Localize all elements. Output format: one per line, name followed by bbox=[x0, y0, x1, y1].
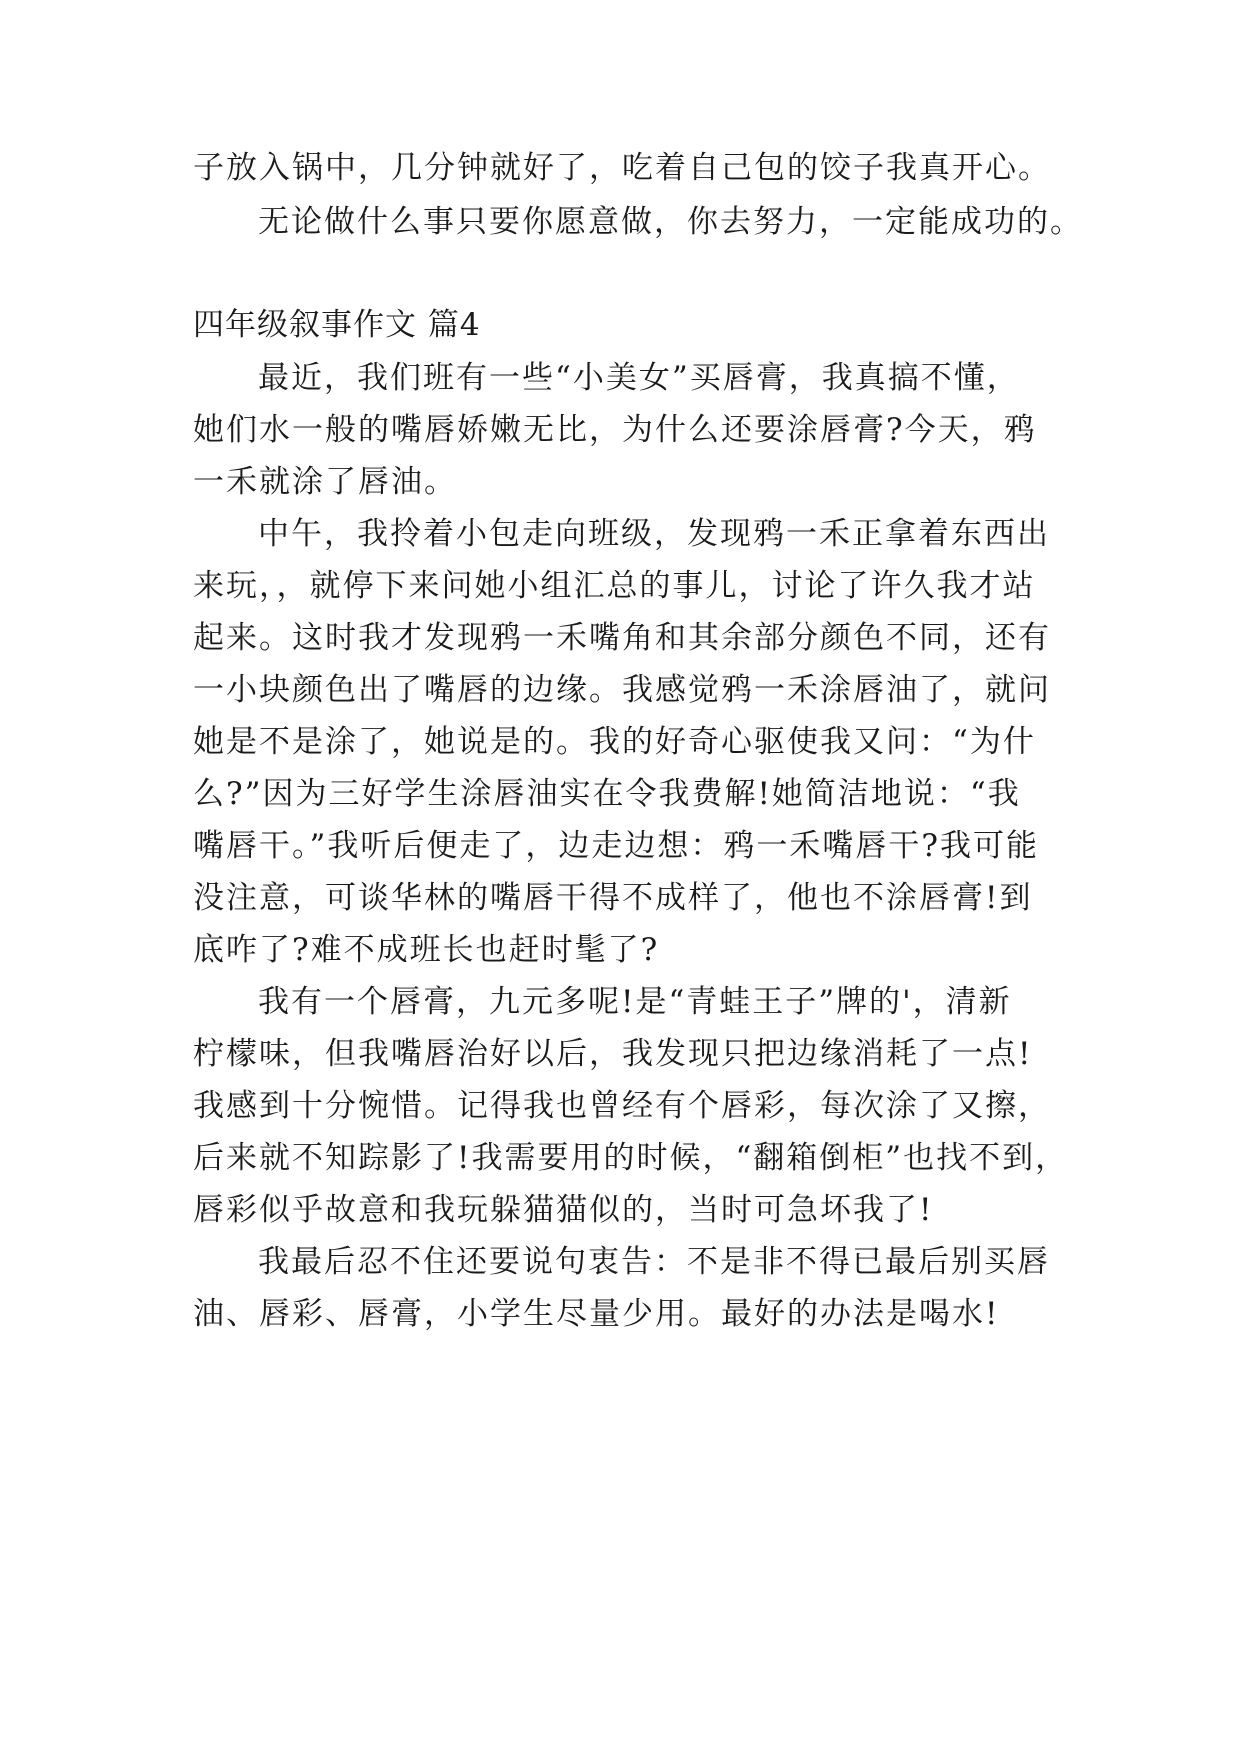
paragraph-line: 底咋了?难不成班长也赶时髦了? bbox=[193, 932, 660, 968]
paragraph-line: 嘴唇干。”我听后便走了，边走边想：鸦一禾嘴唇干?我可能 bbox=[193, 828, 1039, 864]
paragraph-line: 柠檬味，但我嘴唇治好以后，我发现只把边缘消耗了一点! bbox=[193, 1036, 1033, 1072]
paragraph-line: 她是不是涂了，她说是的。我的好奇心驱使我又问：“为什 bbox=[193, 724, 1036, 760]
paragraph-line: 一禾就涂了唇油。 bbox=[193, 464, 457, 500]
paragraph-line: 起来。这时我才发现鸦一禾嘴角和其余部分颜色不同，还有 bbox=[193, 620, 1051, 656]
paragraph-line: 我感到十分惋惜。记得我也曾经有个唇彩，每次涂了又擦， bbox=[193, 1088, 1051, 1124]
paragraph-line: 中午，我拎着小包走向班级，发现鸦一禾正拿着东西出 bbox=[258, 516, 1050, 552]
paragraph-line: 我最后忍不住还要说句衷告：不是非不得已最后别买唇 bbox=[258, 1244, 1050, 1280]
prev-section-line: 子放入锅中，几分钟就好了，吃着自己包的饺子我真开心。 bbox=[193, 150, 1051, 186]
paragraph-line: 她们水一般的嘴唇娇嫩无比，为什么还要涂唇膏?今天，鸦 bbox=[193, 412, 1037, 448]
paragraph-line: 一小块颜色出了嘴唇的边缘。我感觉鸦一禾涂唇油了，就问 bbox=[193, 672, 1051, 708]
paragraph-line: 我有一个唇膏，九元多呢!是“青蛙王子”牌的'，清新 bbox=[258, 984, 1012, 1020]
paragraph-line: 么?”因为三好学生涂唇油实在令我费解!她简洁地说：“我 bbox=[193, 776, 1021, 812]
section-title: 四年级叙事作文 篇4 bbox=[193, 307, 481, 343]
paragraph-line: 油、唇彩、唇膏，小学生尽量少用。最好的办法是喝水! bbox=[193, 1296, 1000, 1332]
paragraph-line: 后来就不知踪影了!我需要用的时候，“翻箱倒柜”也找不到， bbox=[193, 1140, 1069, 1176]
paragraph-line: 没注意，可谈华林的嘴唇干得不成样了，他也不涂唇膏!到 bbox=[193, 880, 1033, 916]
paragraph-line: 最近，我们班有一些“小美女”买唇膏，我真搞不懂， bbox=[258, 360, 1020, 396]
paragraph-line: 来玩，，就停下来问她小组汇总的事儿，讨论了许久我才站 bbox=[193, 568, 1036, 604]
paragraph-line: 唇彩似乎故意和我玩躲猫猫似的，当时可急坏我了! bbox=[193, 1192, 934, 1228]
prev-section-line: 无论做什么事只要你愿意做，你去努力，一定能成功的。 bbox=[258, 204, 1083, 240]
